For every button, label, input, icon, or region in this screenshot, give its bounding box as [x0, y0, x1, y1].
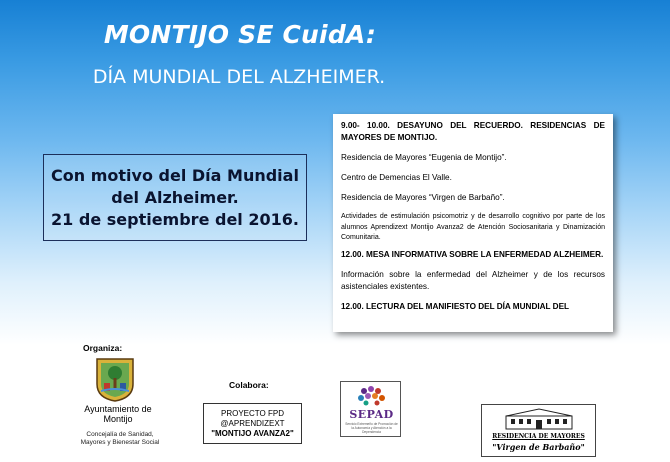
motive-line-3: 21 de septiembre del 2016. [51, 209, 299, 229]
program-item-barbano: Residencia de Mayores “Virgen de Barbaño”. [341, 193, 505, 202]
department-line-2: Mayores y Bienestar Social [80, 439, 160, 446]
program-item-valle: Centro de Demencias El Valle. [341, 173, 452, 182]
building-icon [504, 408, 574, 430]
project-line-1: PROYECTO FPD [221, 408, 284, 418]
project-line-2: @APRENDIZEXT [220, 418, 285, 428]
residencia-title: RESIDENCIA DE MAYORES [492, 433, 585, 440]
program-item-eugenia: Residencia de Mayores “Eugenia de Montijo”. [341, 153, 507, 162]
motive-line-1: Con motivo del Día Mundial [51, 165, 299, 185]
motive-box [43, 154, 307, 241]
residencia-logo-box [481, 404, 596, 457]
program-item-activities: Actividades de estimulación psicomotriz y de desarrollo cognitivo por parte de los alumnos Aprendizext Montijo Avanza2 de Atención Sociosanitaria y Dinamización Comunitaria. [341, 213, 605, 242]
project-fpd-box [203, 403, 302, 444]
page-subtitle: DÍA MUNDIAL DEL ALZHEIMER. [92, 66, 386, 88]
program-item-breakfast: 9.00- 10.00. DESAYUNO DEL RECUERDO. RESIDENCIAS DE MAYORES DE MONTIJO. [341, 121, 605, 142]
page-title: MONTIJO SE CuidA: [103, 20, 377, 49]
program-item-info: Información sobre la enfermedad del Alzheimer y de los recursos asistenciales existentes. [341, 269, 605, 291]
department-line-1: Concejalía de Sanidad, [86, 431, 154, 438]
organiza-label: Organiza: [83, 343, 123, 353]
colabora-label: Colabora: [229, 380, 269, 390]
ayuntamiento-department [60, 431, 180, 447]
project-line-3: "MONTIJO AVANZA2" [211, 428, 294, 438]
program-item-manifesto: 12.00. LECTURA DEL MANIFIESTO DEL DÍA MUNDIAL DEL [341, 301, 570, 311]
montijo-crest-icon [93, 356, 137, 402]
residencia-name: "Virgen de Barbaño" [492, 442, 585, 452]
sepad-wordmark: SEPAD [349, 408, 394, 421]
ayuntamiento-name [70, 404, 166, 424]
sepad-subtext: Servicio Extremeño de Promoción de la Autonomía y Atención a la Dependencia [345, 422, 398, 434]
ayuntamiento-name-line-1: Ayuntamiento de [84, 404, 152, 414]
ayuntamiento-name-line-2: Montijo [103, 414, 133, 424]
sepad-logo-box [340, 381, 401, 437]
sepad-dots-icon [355, 385, 389, 407]
program-panel [333, 114, 613, 332]
motive-line-2: del Alzheimer. [111, 187, 239, 207]
program-item-info-table: 12.00. MESA INFORMATIVA SOBRE LA ENFERMEDAD ALZHEIMER. [341, 249, 604, 259]
